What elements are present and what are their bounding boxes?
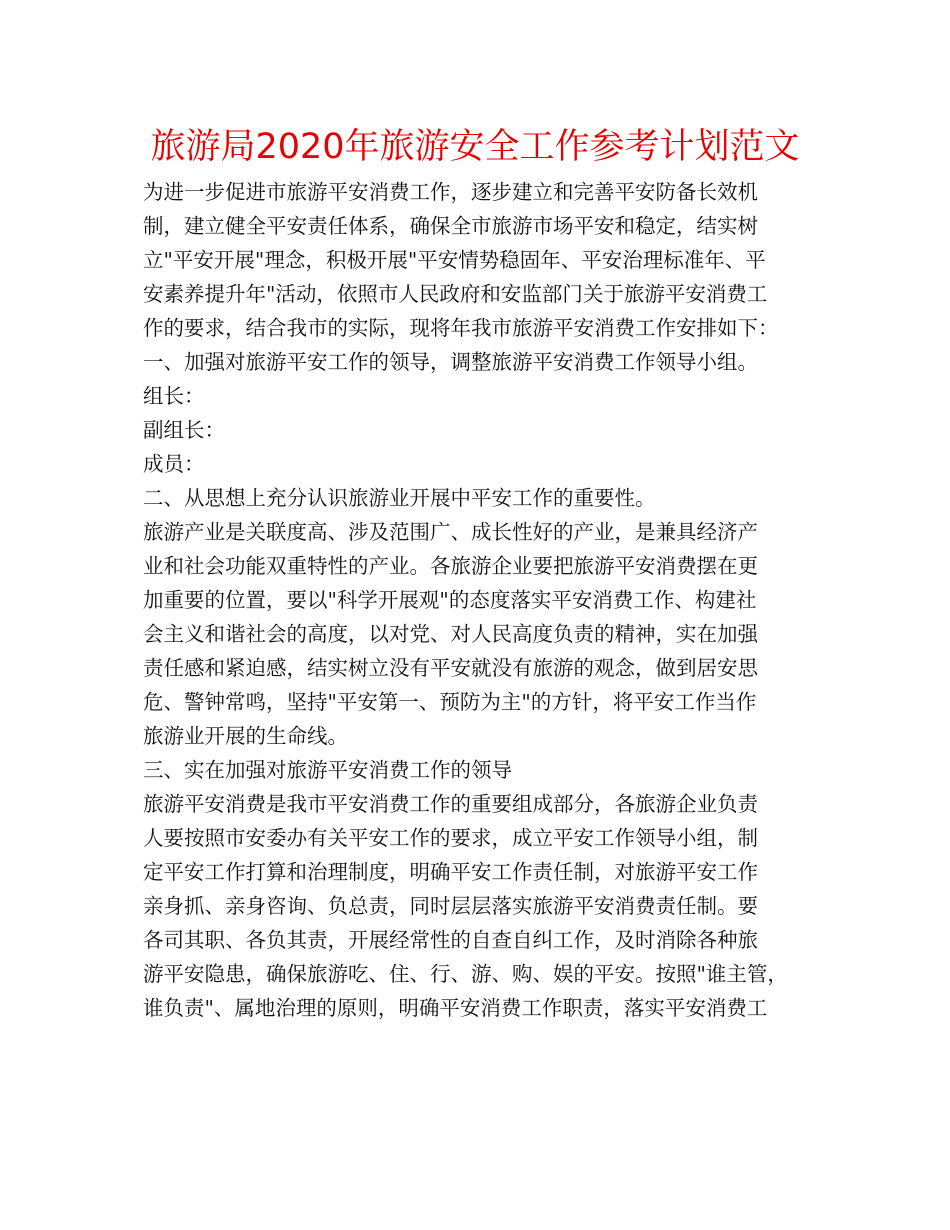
body-line: 立"平安开展"理念，积极开展"平安情势稳固年、平安治理标准年、平 (143, 248, 766, 272)
section-heading: 一、加强对旅游平安工作的领导，调整旅游平安消费工作领导小组。 (143, 350, 758, 374)
body-line: 加重要的位置，要以"科学开展观"的态度落实平安消费工作、构建社 (143, 588, 757, 612)
body-line: 亲身抓、亲身咨询、负总责，同时层层落实旅游平安消费责任制。要 (143, 894, 758, 918)
body-line: 作的要求，结合我市的实际，现将年我市旅游平安消费工作安排如下： (143, 316, 779, 340)
body-line: 人要按照市安委办有关平安工作的要求，成立平安工作领导小组，制 (143, 826, 758, 850)
body-line: 会主义和谐社会的高度，以对党、对人民高度负责的精神，实在加强 (143, 622, 758, 646)
section-heading: 二、从思想上充分认识旅游业开展中平安工作的重要性。 (143, 486, 656, 510)
body-line: 业和社会功能双重特性的产业。各旅游企业要把旅游平安消费摆在更 (143, 554, 758, 578)
section-heading: 三、实在加强对旅游平安消费工作的领导 (143, 758, 512, 782)
deputy-leader-label: 副组长： (143, 418, 225, 442)
members-label: 成员： (143, 452, 205, 476)
body-line: 制，建立健全平安责任体系，确保全市旅游市场平安和稳定，结实树 (143, 214, 758, 238)
body-line: 安素养提升年"活动，依照市人民政府和安监部门关于旅游平安消费工 (143, 282, 768, 306)
body-line: 定平安工作打算和治理制度，明确平安工作责任制，对旅游平安工作 (143, 860, 758, 884)
body-line: 责任感和紧迫感，结实树立没有平安就没有旅游的观念，做到居安思 (143, 656, 758, 680)
body-line: 谁负责"、属地治理的原则，明确平安消费工作职责，落实平安消费工 (143, 996, 768, 1020)
body-line: 为进一步促进市旅游平安消费工作，逐步建立和完善平安防备长效机 (143, 180, 758, 204)
body-line: 旅游产业是关联度高、涉及范围广、成长性好的产业，是兼具经济产 (143, 520, 758, 544)
body-line: 旅游平安消费是我市平安消费工作的重要组成部分，各旅游企业负责 (143, 792, 758, 816)
document-title: 旅游局2020年旅游安全工作参考计划范文 (150, 127, 800, 167)
body-line: 危、警钟常鸣，坚持"平安第一、预防为主"的方针，将平安工作当作 (143, 690, 757, 714)
group-leader-label: 组长： (143, 384, 205, 408)
body-line: 游平安隐患，确保旅游吃、住、行、游、购、娱的平安。按照"谁主管， (143, 962, 788, 986)
body-line: 旅游业开展的生命线。 (143, 724, 348, 748)
body-line: 各司其职、各负其责，开展经常性的自查自纠工作，及时消除各种旅 (143, 928, 758, 952)
